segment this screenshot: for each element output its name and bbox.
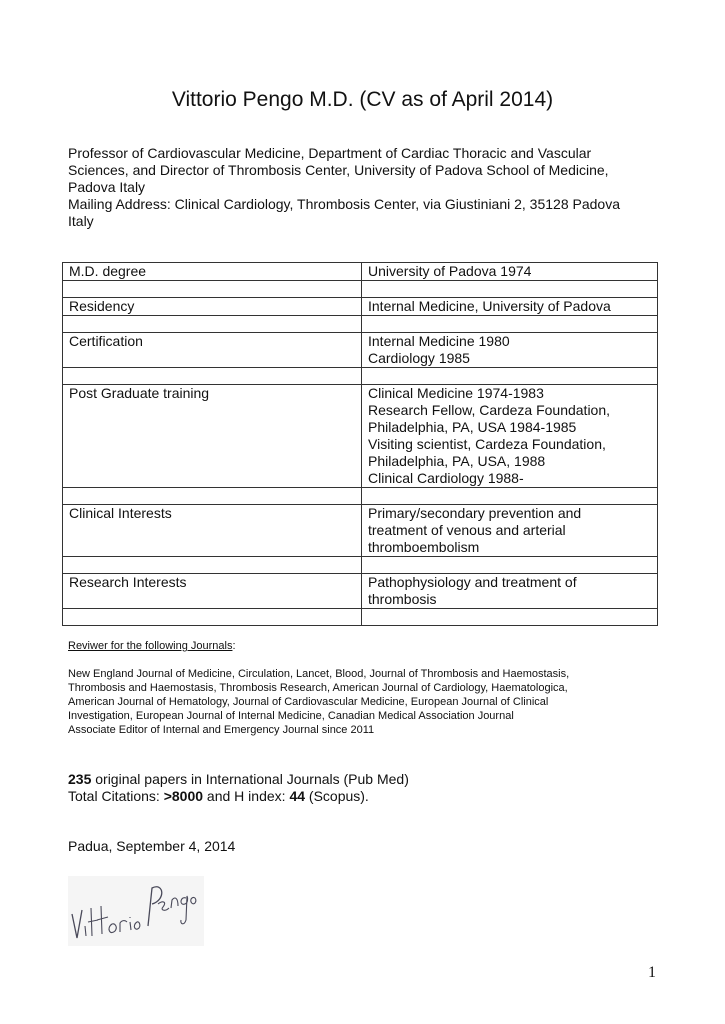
table-row [63, 574, 658, 609]
citations-count: >8000 [163, 788, 204, 804]
document-title: Vittorio Pengo M.D. (CV as of April 2014) [171, 88, 554, 111]
value-line: thromboembolism [368, 539, 480, 555]
papers-line [68, 771, 409, 788]
reviewer-heading-text: Reviwer for the following Journals [68, 640, 233, 652]
citations-prefix: Total Citations: [68, 788, 164, 804]
signature-icon [68, 876, 204, 946]
table-row [63, 298, 658, 316]
papers-count: 235 [68, 771, 92, 787]
papers-text: original papers in International Journals (Pub Med) [91, 771, 409, 787]
cv-table [62, 262, 658, 626]
mailing-address-line: Mailing Address: Clinical Cardiology, Thrombosis Center, via Giustiniani 2, 35128 Padova [68, 196, 620, 212]
reviewer-heading [68, 640, 236, 653]
row-value [362, 333, 658, 368]
value-line: Internal Medicine 1980 [368, 333, 510, 349]
value-line: Philadelphia, PA, USA, 1988 [368, 453, 546, 469]
spacer-row [63, 281, 658, 298]
journal-line: Investigation, European Journal of Internal Medicine, Canadian Medical Association Journal [68, 710, 514, 722]
value-line: Primary/secondary prevention and [368, 505, 582, 521]
row-label: Residency [63, 298, 362, 316]
mailing-address-line: Italy [68, 213, 94, 229]
spacer-row [63, 609, 658, 626]
citations-line [68, 788, 409, 805]
value-line: Philadelphia, PA, USA 1984-1985 [368, 419, 577, 435]
hindex-value: 44 [289, 788, 306, 804]
value-line: treatment of venous and arterial [368, 522, 566, 538]
value-line: Clinical Medicine 1974-1983 [368, 385, 544, 401]
row-label: M.D. degree [63, 263, 362, 281]
journal-line: Associate Editor of Internal and Emergency Journal since 2011 [68, 724, 375, 736]
hindex-prefix: and H index: [203, 788, 290, 804]
row-label: Clinical Interests [63, 505, 362, 557]
row-value [362, 385, 658, 488]
intro-line: Padova Italy [68, 179, 146, 195]
spacer-row [63, 368, 658, 385]
value-line: Visiting scientist, Cardeza Foundation, [368, 436, 606, 452]
row-label: Research Interests [63, 574, 362, 609]
signature-image [68, 876, 204, 946]
publication-stats [68, 771, 409, 805]
hindex-suffix: (Scopus). [305, 788, 369, 804]
page-number: 1 [648, 964, 656, 981]
journal-list [68, 667, 656, 737]
row-label: Post Graduate training [63, 385, 362, 488]
journal-line: New England Journal of Medicine, Circulation, Lancet, Blood, Journal of Thrombosis and Haemostasis, [68, 668, 570, 680]
intro-line: Sciences, and Director of Thrombosis Center, University of Padova School of Medicine, [68, 162, 609, 178]
spacer-row [63, 557, 658, 574]
value-line: Clinical Cardiology 1988- [368, 470, 524, 486]
value-line: Pathophysiology and treatment of [368, 574, 577, 590]
spacer-row [63, 316, 658, 333]
table-row [63, 505, 658, 557]
intro-block [68, 145, 668, 230]
spacer-row [63, 488, 658, 505]
row-value [362, 505, 658, 557]
value-line: Research Fellow, Cardeza Foundation, [368, 402, 611, 418]
value-line: thrombosis [368, 591, 437, 607]
reviewer-heading-colon: : [232, 640, 236, 652]
journal-line: Thrombosis and Haemostasis, Thrombosis Research, American Journal of Cardiology, Haematologica, [68, 682, 568, 694]
row-value [362, 574, 658, 609]
row-value: University of Padova 1974 [362, 263, 658, 281]
table-row [63, 333, 658, 368]
row-value: Internal Medicine, University of Padova [362, 298, 658, 316]
row-label: Certification [63, 333, 362, 368]
value-line: Cardiology 1985 [368, 350, 470, 366]
journal-line: American Journal of Hematology, Journal of Cardiovascular Medicine, European Journal of Clinical [68, 696, 549, 708]
table-row [63, 385, 658, 488]
document-date: Padua, September 4, 2014 [68, 838, 236, 854]
intro-line: Professor of Cardiovascular Medicine, Department of Cardiac Thoracic and Vascular [68, 145, 592, 161]
table-row [63, 263, 658, 281]
